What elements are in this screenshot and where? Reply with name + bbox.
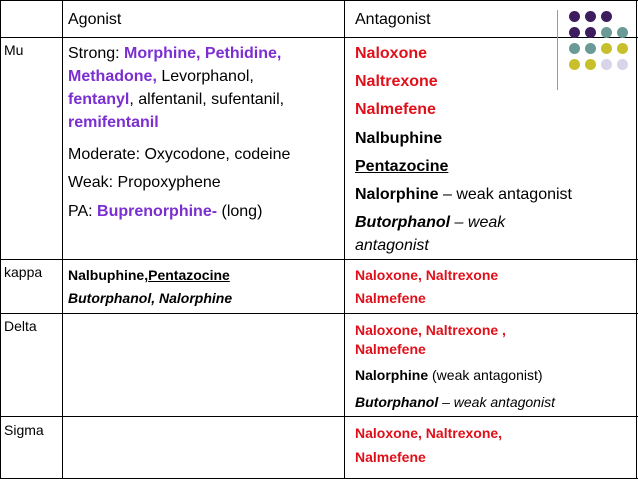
row-divider-delta [0, 416, 638, 417]
kappa-antagonist-2: Nalmefene [355, 290, 426, 306]
receptor-sigma: Sigma [4, 422, 44, 438]
delta-antagonist-2: Nalmefene [355, 341, 426, 357]
delta-antagonist-4-plain: – weak antagonist [438, 394, 555, 410]
mu-strong-highlight-2: Methadone, [68, 68, 157, 85]
decorative-dot [585, 59, 596, 70]
decorative-dot [569, 43, 580, 54]
mu-antagonist-6 [355, 183, 572, 206]
mu-antagonist-7-plain: – weak [450, 214, 506, 231]
decorative-dot [585, 11, 596, 22]
mu-antagonist-5: Pentazocine [355, 158, 449, 175]
mu-pa-plain: (long) [217, 203, 263, 220]
decorative-dot [585, 43, 596, 54]
kappa-antagonist-1: Naloxone, Naltrexone [355, 267, 499, 283]
table-border-right [636, 0, 637, 479]
mu-agonist-line4 [68, 111, 159, 134]
decorative-dot [569, 27, 580, 38]
sigma-antagonist-2: Nalmefene [355, 449, 426, 465]
receptor-mu: Mu [4, 42, 24, 58]
mu-antagonist-6-bold: Nalorphine [355, 186, 439, 203]
decorative-dot [569, 11, 580, 22]
delta-antagonist-4-bold: Butorphanol [355, 394, 439, 410]
mu-strong-label: Strong: [68, 45, 125, 62]
decorative-dot-divider [557, 10, 558, 90]
mu-agonist-pa [68, 200, 262, 223]
kappa-agonist-1a: Nalbuphine, [68, 267, 149, 283]
mu-antagonist-3: Nalmefene [355, 101, 436, 118]
receptor-delta: Delta [4, 318, 37, 334]
decorative-dot [617, 59, 628, 70]
mu-strong-plain-3: , alfentanil, sufentanil, [129, 91, 285, 108]
sigma-antagonist-1: Naloxone, Naltrexone, [355, 425, 503, 441]
mu-strong-highlight-3: fentanyl [68, 91, 130, 108]
delta-antagonist-3 [355, 365, 543, 386]
decorative-dot [569, 59, 580, 70]
col-divider-2 [344, 0, 345, 479]
row-divider-kappa [0, 313, 638, 314]
kappa-agonist-2: Butorphanol, Nalorphine [68, 290, 233, 306]
mu-agonist-weak: Weak: Propoxyphene [68, 174, 221, 191]
delta-antagonist-3-plain: (weak antagonist) [428, 367, 543, 383]
header-antagonist: Antagonist [355, 11, 431, 28]
table-border-top [0, 0, 638, 1]
decorative-dot [585, 27, 596, 38]
header-agonist: Agonist [68, 11, 122, 28]
row-divider-mu [0, 259, 638, 260]
mu-agonist-moderate: Moderate: Oxycodone, codeine [68, 146, 291, 163]
col-divider-1 [62, 0, 63, 479]
mu-pa-label: PA: [68, 203, 98, 220]
delta-antagonist-1: Naloxone, Naltrexone , [355, 322, 506, 338]
mu-antagonist-2: Naltrexone [355, 73, 438, 90]
mu-antagonist-6-plain: – weak antagonist [438, 186, 572, 203]
mu-antagonist-8: antagonist [355, 237, 429, 254]
delta-antagonist-3-bold: Nalorphine [355, 367, 429, 383]
mu-agonist-line3 [68, 88, 284, 111]
decorative-dot [601, 43, 612, 54]
table-border-left [0, 0, 1, 479]
mu-antagonist-4: Nalbuphine [355, 130, 443, 147]
mu-antagonist-1: Naloxone [355, 45, 428, 62]
mu-strong-plain-2: Levorphanol, [156, 68, 254, 85]
mu-strong-highlight-1: Morphine, Pethidine, [124, 45, 282, 62]
decorative-dot [617, 27, 628, 38]
mu-strong-highlight-4: remifentanil [68, 114, 159, 131]
mu-antagonist-7-bold: Butorphanol [355, 214, 451, 231]
decorative-dot [601, 27, 612, 38]
delta-antagonist-4 [355, 392, 555, 413]
decorative-dot [601, 11, 612, 22]
mu-agonist-line2 [68, 65, 254, 88]
decorative-dot [601, 59, 612, 70]
kappa-agonist-1b: Pentazocine [148, 267, 230, 283]
row-divider-header [0, 37, 638, 38]
receptor-kappa: kappa [4, 264, 43, 280]
mu-agonist-line1 [68, 42, 281, 65]
mu-antagonist-7 [355, 211, 505, 234]
mu-pa-highlight: Buprenorphine- [97, 203, 218, 220]
kappa-agonist-1 [68, 265, 230, 286]
decorative-dot [617, 43, 628, 54]
